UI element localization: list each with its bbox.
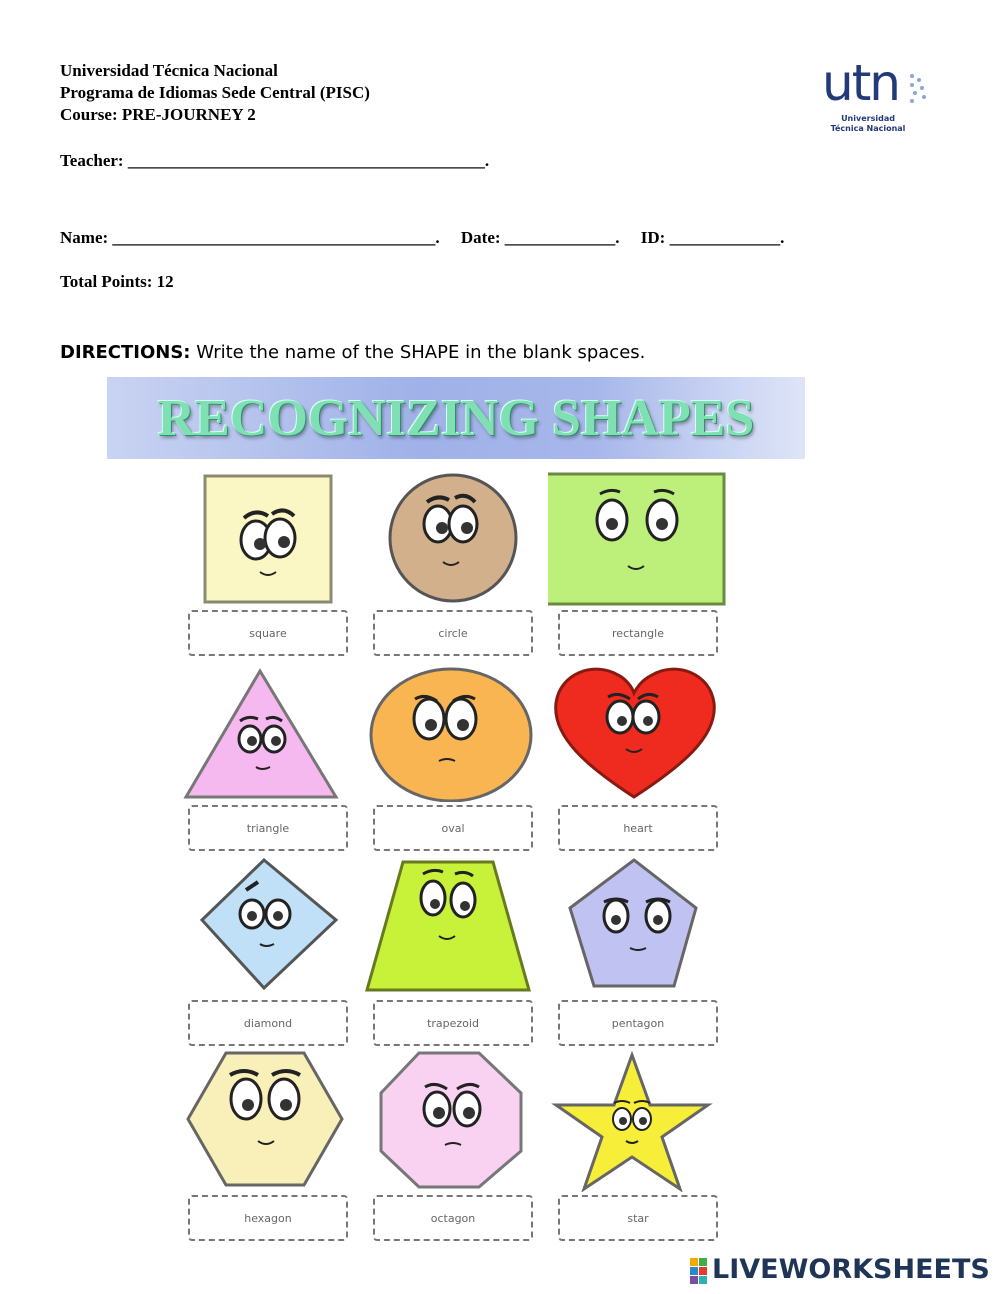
shape-label-box[interactable]: oval — [373, 805, 533, 851]
name-date-id-fields: Name: ______________________________________. Date: _____________. ID: _____________. — [60, 228, 785, 247]
triangle-face-icon — [178, 657, 358, 802]
liveworksheets-text: LIVEWORKSHEETS — [712, 1254, 990, 1285]
shape-card-rectangle — [548, 462, 728, 657]
trapezoid-face-icon — [363, 852, 543, 997]
shape-label-box[interactable]: rectangle — [558, 610, 718, 656]
liveworksheets-logo — [690, 1254, 990, 1284]
square-face-icon — [178, 462, 358, 607]
shape-card-octagon — [363, 1047, 543, 1242]
teacher-field: Teacher: __________________________________________. — [60, 151, 490, 170]
total-points: Total Points: 12 — [60, 272, 174, 291]
shape-label-box[interactable]: diamond — [188, 1000, 348, 1046]
directions — [60, 342, 645, 363]
shape-card-square — [178, 462, 358, 657]
shape-label-box[interactable]: heart — [558, 805, 718, 851]
shape-label-box[interactable]: pentagon — [558, 1000, 718, 1046]
directions-text: Write the name of the SHAPE in the blank spaces. — [190, 342, 646, 363]
shape-label-box[interactable]: trapezoid — [373, 1000, 533, 1046]
utn-logo — [818, 56, 936, 136]
shape-card-trapezoid — [363, 852, 543, 1047]
logo-mark: utn — [822, 54, 899, 112]
title-banner — [107, 377, 805, 459]
shape-card-star — [548, 1047, 728, 1242]
shapes-grid — [178, 462, 728, 1244]
heart-face-icon — [548, 657, 728, 802]
liveworksheets-icon — [690, 1258, 708, 1284]
shape-card-diamond — [178, 852, 358, 1047]
shape-card-heart — [548, 657, 728, 852]
shape-card-circle — [363, 462, 543, 657]
university-name: Universidad Técnica Nacional — [60, 61, 278, 80]
logo-subtitle — [818, 114, 918, 134]
shape-label-box[interactable]: triangle — [188, 805, 348, 851]
directions-label: DIRECTIONS: — [60, 342, 191, 363]
shape-label-box[interactable]: star — [558, 1195, 718, 1241]
shape-label-box[interactable]: octagon — [373, 1195, 533, 1241]
circle-face-icon — [363, 462, 543, 607]
shape-card-triangle — [178, 657, 358, 852]
program-name: Programa de Idiomas Sede Central (PISC) — [60, 83, 370, 102]
hexagon-face-icon — [178, 1047, 358, 1192]
diamond-face-icon — [178, 852, 358, 997]
oval-face-icon — [363, 657, 543, 802]
logo-subtitle-line2: Técnica Nacional — [830, 124, 906, 133]
octagon-face-icon — [363, 1047, 543, 1192]
shape-label-box[interactable]: square — [188, 610, 348, 656]
pentagon-face-icon — [548, 852, 728, 997]
rectangle-face-icon — [548, 462, 728, 607]
shape-label-box[interactable]: hexagon — [188, 1195, 348, 1241]
logo-subtitle-line1: Universidad — [841, 114, 895, 123]
shape-card-pentagon — [548, 852, 728, 1047]
star-face-icon — [548, 1047, 728, 1192]
banner-title: RECOGNIZING SHAPES — [157, 390, 755, 447]
shape-label-box[interactable]: circle — [373, 610, 533, 656]
course-name: Course: PRE-JOURNEY 2 — [60, 105, 256, 124]
header-block — [60, 60, 370, 126]
shape-card-hexagon — [178, 1047, 358, 1242]
logo-dots-icon — [908, 74, 930, 104]
shape-card-oval — [363, 657, 543, 852]
